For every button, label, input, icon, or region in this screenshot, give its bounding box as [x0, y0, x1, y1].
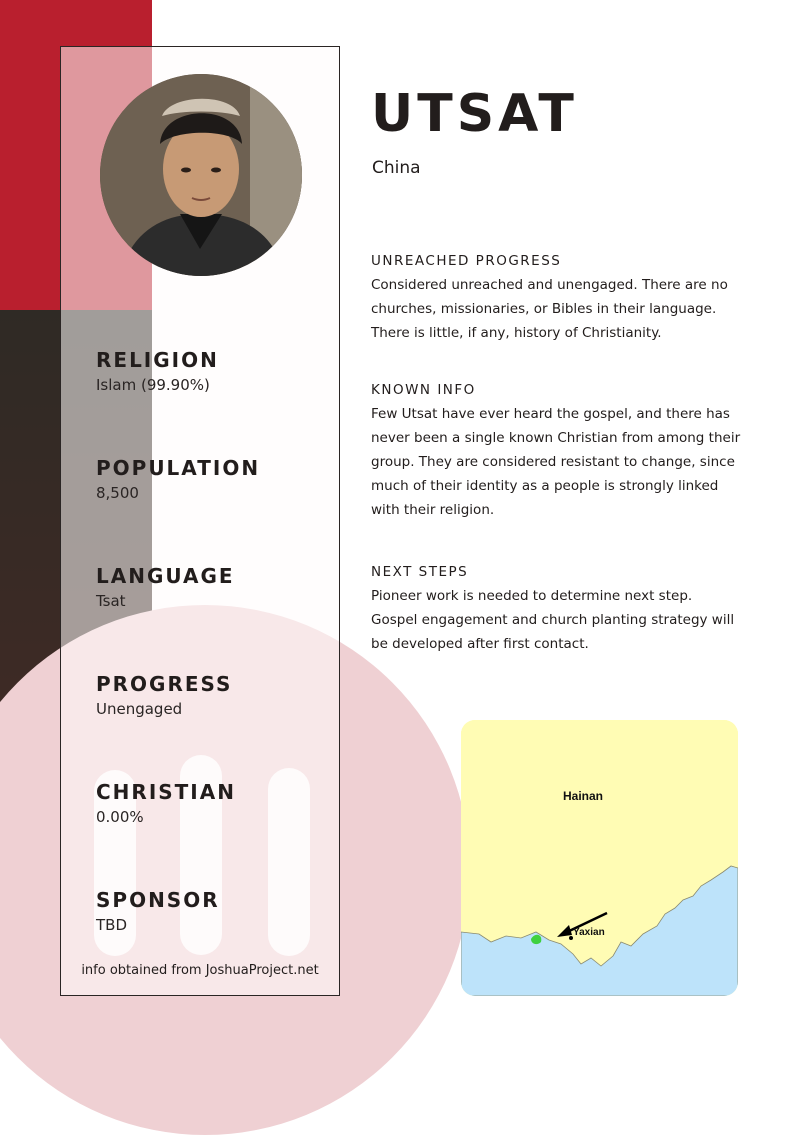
map-label-hainan: Hainan — [563, 789, 604, 803]
fact-sponsor — [96, 888, 220, 934]
fact-progress — [96, 672, 232, 718]
country-subtitle: China — [372, 158, 421, 178]
section-heading: NEXT STEPS — [371, 564, 469, 580]
section-heading: UNREACHED PROGRESS — [371, 253, 562, 269]
fact-label: LANGUAGE — [96, 564, 235, 588]
fact-label: PROGRESS — [96, 672, 233, 696]
location-map — [461, 720, 738, 996]
fact-label: CHRISTIAN — [96, 780, 236, 804]
fact-value: Islam (99.90%) — [96, 376, 210, 394]
fact-christian — [96, 780, 236, 826]
map-label-yaxian: Yaxian — [573, 927, 605, 938]
section-heading: KNOWN INFO — [371, 382, 476, 398]
section-text: Pioneer work is needed to determine next step. Gospel engagement and church planting strategy will be developed after first contact. — [371, 588, 735, 652]
fact-value: 0.00% — [96, 808, 144, 826]
section-text: Considered unreached and unengaged. There are no churches, missionaries, or Bibles in their language. There is little, if any, history of Christianity. — [371, 277, 728, 341]
fact-value: Tsat — [96, 592, 126, 610]
section-known-info — [371, 382, 741, 522]
fact-label: SPONSOR — [96, 888, 220, 912]
fact-value: TBD — [96, 916, 128, 934]
fact-population — [96, 456, 260, 502]
page-title: UTSAT — [371, 84, 578, 144]
section-text: Few Utsat have ever heard the gospel, and there has never been a single known Christian from among their group. They are considered resistant to change, since much of their identity as a people is strongly linked with their religion. — [371, 406, 741, 518]
section-unreached-progress — [371, 253, 741, 345]
fact-value: Unengaged — [96, 700, 183, 718]
fact-language — [96, 564, 235, 610]
person-photo — [100, 74, 302, 276]
section-next-steps — [371, 564, 741, 656]
source-credit: info obtained from JoshuaProject.net — [81, 963, 319, 978]
fact-label: POPULATION — [96, 456, 261, 480]
fact-religion — [96, 348, 219, 394]
fact-label: RELIGION — [96, 348, 219, 372]
fact-value: 8,500 — [96, 484, 139, 502]
